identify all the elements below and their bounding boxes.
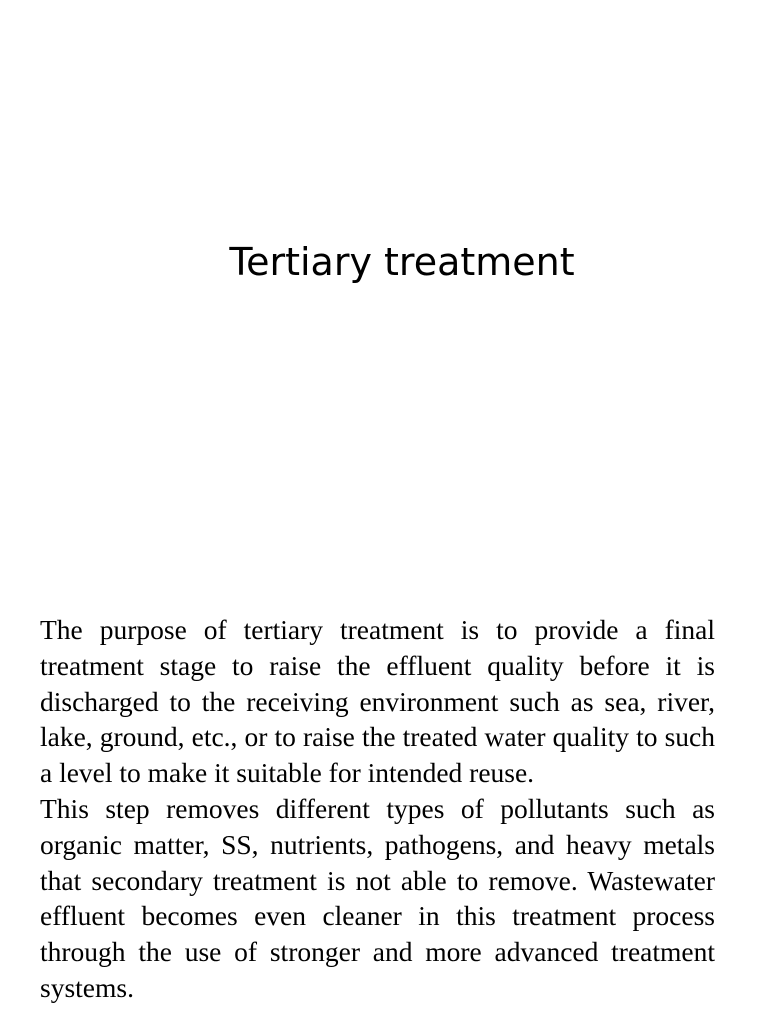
slide-title: Tertiary treatment: [229, 240, 575, 284]
body-paragraph-purpose: The purpose of tertiary treatment is to provide a final treatment stage to raise the effluent quality before it is discharged to the receiving environment such as sea, river, lake, ground, etc., or to raise the treated water quality to such a level to make it suitable for intended reuse.: [40, 614, 715, 789]
body-text: [40, 612, 715, 1006]
body-paragraph-pollutants: This step removes different types of pollutants such as organic matter, SS, nutrients, pathogens, and heavy metals that secondary treatment is not able to remove. Wastewater effluent becomes even cleaner in this treatment process through the use of stronger and more advanced treatment systems.: [40, 792, 715, 1003]
